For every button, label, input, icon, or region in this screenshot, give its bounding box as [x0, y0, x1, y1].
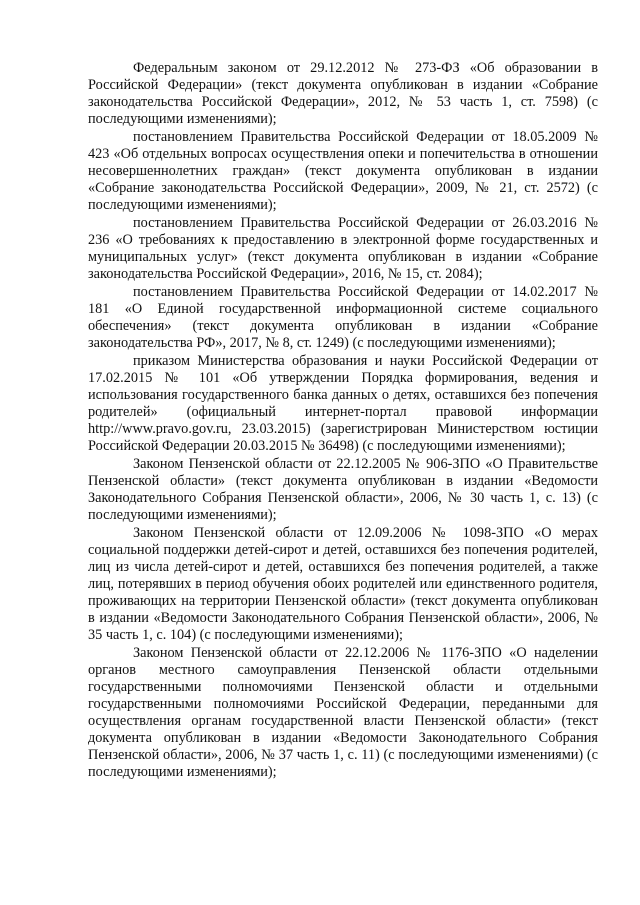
paragraph-resolution-181: постановлением Правительства Российской Федерации от 14.02.2017 № 181 «О Единой государственной информационной системе социального обеспечения» (текст документа опубликован в издании «Собрание законодательства РФ», 2017, № 8, ст. 1249) (с последующими изменениями); — [88, 284, 598, 351]
paragraph-penza-law-1176: Законом Пензенской области от 22.12.2006 № 1176-ЗПО «О наделении органов местного самоуправления Пензенской области отдельными государственными полномочиями Пензенской области и отдельными государственными полномочиями Российской Федерации, переданными для осуществления органам государственной власти Пензенской области» (текст документа опубликован в издании «Ведомости Законодательного Собрания Пензенской области», 2006, № 37 часть 1, с. 11) (с последующими изменениями) (с последующими изменениями); — [88, 645, 598, 780]
paragraph-resolution-236: постановлением Правительства Российской Федерации от 26.03.2016 № 236 «О требованиях к предоставлению в электронной форме государственных и муниципальных услуг» (текст документа опубликован в издании «Собрание законодательства Российской Федерации», 2016, № 15, ст. 2084); — [88, 215, 598, 282]
paragraph-resolution-423: постановлением Правительства Российской Федерации от 18.05.2009 № 423 «Об отдельных вопросах осуществления опеки и попечительства в отношении несовершеннолетних граждан» (текст документа опубликован в издании «Собрание законодательства Российской Федерации», 2009, № 21, ст. 2572) (с последующими изменениями); — [88, 129, 598, 213]
document-page — [88, 60, 598, 782]
paragraph-order-101: приказом Министерства образования и науки Российской Федерации от 17.02.2015 № 101 «Об утверждении Порядка формирования, ведения и использования государственного банка данных о детях, оставшихся без попечения родителей» (официальный интернет-портал правовой информации http://www.pravo.gov.ru, 23.03.2015) (зарегистрирован Министерством юстиции Российской Федерации 20.03.2015 № 36498) (с последующими изменениями); — [88, 353, 598, 454]
paragraph-penza-law-906: Законом Пензенской области от 22.12.2005 № 906-ЗПО «О Правительстве Пензенской области» (текст документа опубликован в издании «Ведомости Законодательного Собрания Пензенской области», 2006, № 30 часть 1, с. 13) (с последующими изменениями); — [88, 456, 598, 523]
paragraph-federal-law-273: Федеральным законом от 29.12.2012 № 273-ФЗ «Об образовании в Российской Федерации» (текст документа опубликован в издании «Собрание законодательства Российской Федерации», 2012, № 53 часть 1, ст. 7598) (с последующими изменениями); — [88, 60, 598, 127]
paragraph-penza-law-1098: Законом Пензенской области от 12.09.2006 № 1098-ЗПО «О мерах социальной поддержки детей-сирот и детей, оставшихся без попечения родителей, лиц из числа детей-сирот и детей, оставшихся без попечения родителей, а также лиц, потерявших в период обучения обоих родителей или единственного родителя, проживающих на территории Пензенской области» (текст документа опубликован в издании «Ведомости Законодательного Собрания Пензенской области», 2006, № 35 часть 1, с. 104) (с последующими изменениями); — [88, 525, 598, 643]
